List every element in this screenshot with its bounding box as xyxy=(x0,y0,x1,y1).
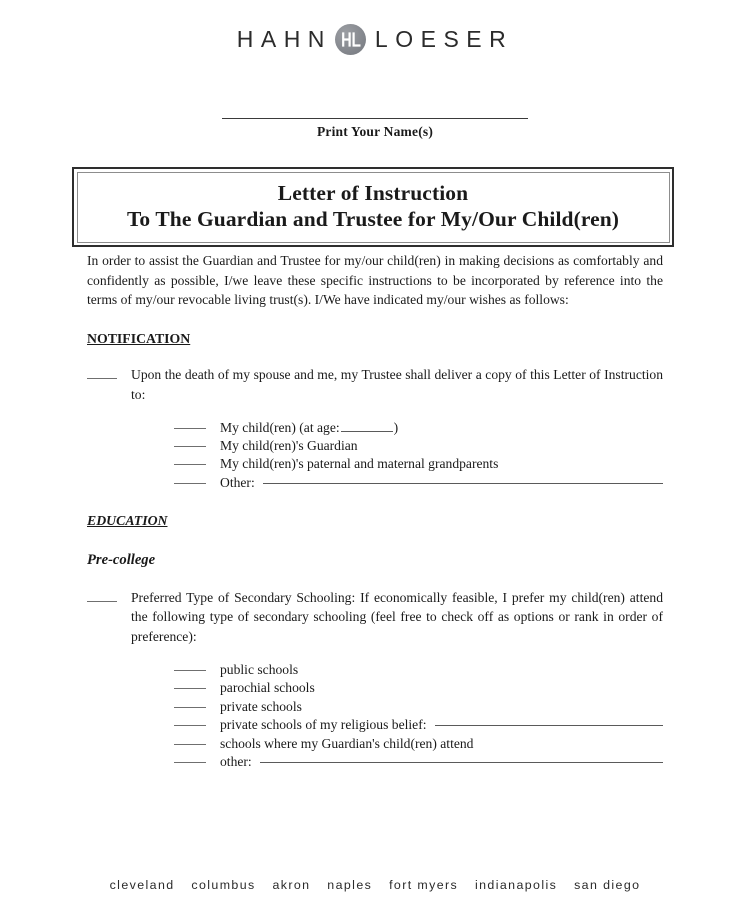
education-item xyxy=(87,588,663,647)
city-cleveland: cleveland xyxy=(109,878,175,892)
list-item xyxy=(174,753,663,771)
notification-section xyxy=(87,310,663,492)
list-item xyxy=(174,661,663,679)
city-fort-myers: fort myers xyxy=(389,878,459,892)
print-name-rule[interactable] xyxy=(222,118,528,119)
option-blank[interactable] xyxy=(174,471,206,484)
option-blank[interactable] xyxy=(174,750,206,763)
hl-monogram-icon xyxy=(335,24,366,55)
document-title-inner xyxy=(77,172,670,243)
list-item xyxy=(174,474,663,492)
office-locations-footer xyxy=(0,878,750,892)
print-name-field xyxy=(222,118,528,140)
notification-item-text: Upon the death of my spouse and me, my Trustee shall deliver a copy of this Letter of Instruction to: xyxy=(131,367,663,402)
notification-item xyxy=(87,365,663,404)
option-blank[interactable] xyxy=(174,676,206,689)
option-fill-line[interactable] xyxy=(263,472,663,484)
option-fill-line[interactable] xyxy=(260,751,663,763)
brand-name-left: HAHN xyxy=(236,25,332,52)
city-indianapolis: indianapolis xyxy=(474,878,558,892)
option-blank[interactable] xyxy=(174,732,206,745)
option-label: My child(ren)'s paternal and maternal grandparents xyxy=(220,456,499,472)
education-section xyxy=(87,492,663,771)
intro-paragraph: In order to assist the Guardian and Trustee for my/our child(ren) in making decisions as comfortably and confidently as possible, I/we leave these specific instructions to be incorporated by reference into the terms of my/our revocable living trust(s). I/We have indicated my/our wishes as follows: xyxy=(87,253,663,308)
city-san-diego: san diego xyxy=(574,878,641,892)
brand-name-right: LOESER xyxy=(374,25,514,52)
option-label: My child(ren) (at age: ) xyxy=(220,419,399,435)
option-label: Other: xyxy=(220,474,255,490)
notification-heading: NOTIFICATION xyxy=(87,331,191,347)
option-blank[interactable] xyxy=(174,658,206,671)
option-label: private schools xyxy=(220,698,302,714)
option-label: public schools xyxy=(220,661,299,677)
list-item xyxy=(174,679,663,697)
document-body xyxy=(87,251,663,772)
option-blank[interactable] xyxy=(174,452,206,465)
option-label: My child(ren)'s Guardian xyxy=(220,438,358,453)
list-item xyxy=(174,437,663,455)
education-item-blank[interactable] xyxy=(87,588,117,602)
option-blank[interactable] xyxy=(174,695,206,708)
education-options xyxy=(174,661,663,772)
age-blank[interactable] xyxy=(341,420,393,432)
list-item xyxy=(174,716,663,734)
city-akron: akron xyxy=(272,878,311,892)
document-title-box xyxy=(72,167,674,247)
brand-header xyxy=(0,18,750,60)
option-label: other: xyxy=(220,754,252,770)
option-blank[interactable] xyxy=(174,713,206,726)
option-blank[interactable] xyxy=(174,434,206,447)
option-label: schools where my Guardian's child(ren) attend xyxy=(220,735,474,751)
option-label: private schools of my religious belief: xyxy=(220,717,427,733)
document-title-line-2: To The Guardian and Trustee for My/Our Child(ren) xyxy=(126,206,620,231)
education-item-text: Preferred Type of Secondary Schooling: If economically feasible, I prefer my child(ren) attend the following type of secondary schooling (feel free to check off as options or rank in order of preference): xyxy=(131,589,663,645)
notification-item-blank[interactable] xyxy=(87,365,117,379)
document-title-line-1: Letter of Instruction xyxy=(277,180,469,205)
option-fill-line[interactable] xyxy=(435,714,663,726)
list-item xyxy=(174,419,663,437)
notification-options xyxy=(174,419,663,493)
option-label: parochial schools xyxy=(220,680,315,696)
city-columbus: columbus xyxy=(191,878,256,892)
pre-college-subheading: Pre-college xyxy=(87,552,156,569)
city-naples: naples xyxy=(327,878,373,892)
option-blank[interactable] xyxy=(174,416,206,429)
print-name-label: Print Your Name(s) xyxy=(316,124,434,139)
education-heading: EDUCATION xyxy=(87,513,168,529)
